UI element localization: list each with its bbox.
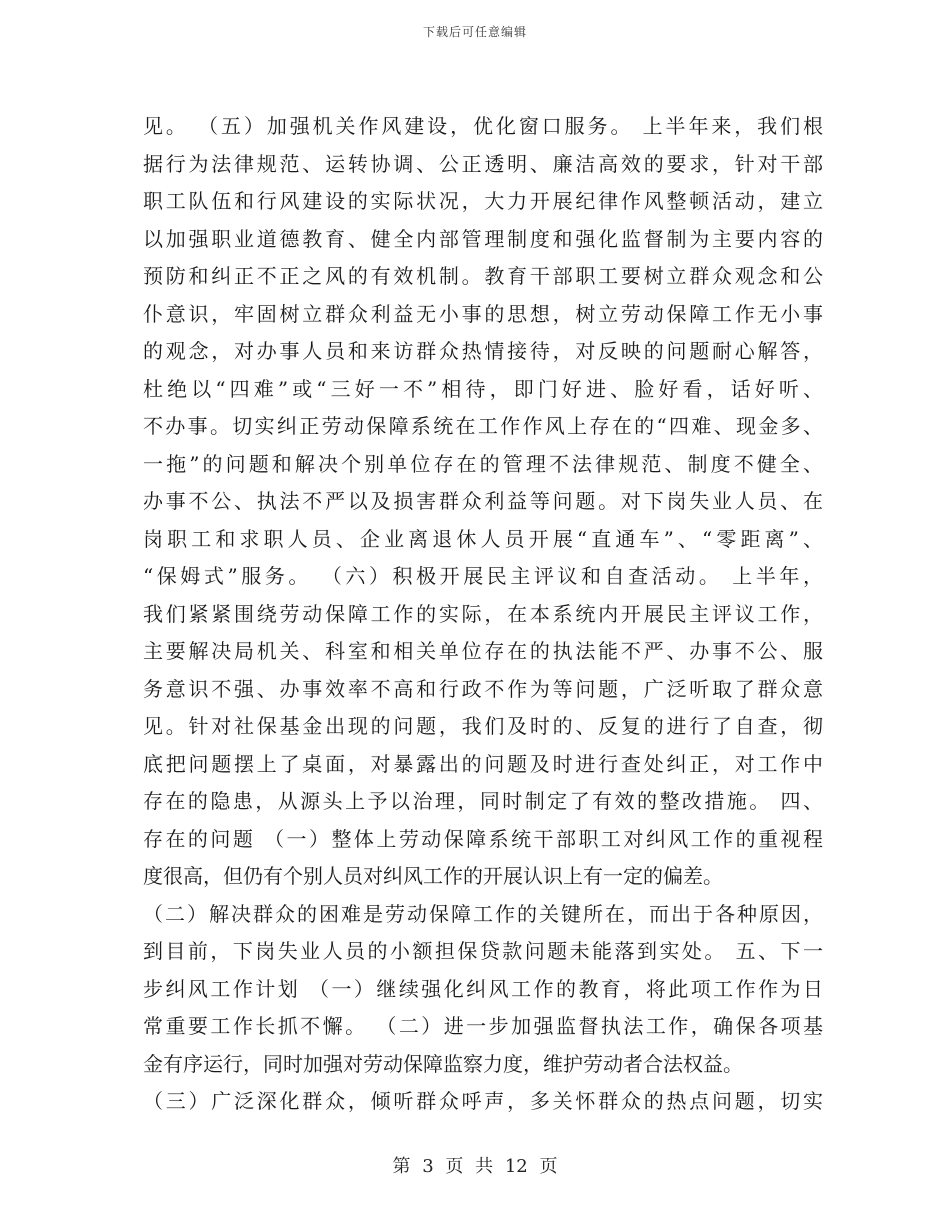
body-line: 职工队伍和行风建设的实际状况，大力开展纪律作风整顿活动，建立 bbox=[143, 189, 823, 213]
body-line: 步纠风工作计划 （一）继续强化纠风工作的教育，将此项工作作为日 bbox=[143, 976, 823, 1001]
body-line: 见。针对社保基金出现的问题，我们及时的、反复的进行了自查，彻 bbox=[143, 714, 823, 738]
page-number: 第 3 页 共 12 页 bbox=[392, 1156, 558, 1177]
page-header: 下载后可任意编辑 bbox=[422, 25, 527, 39]
body-line: 主要解决局机关、科室和相关单位存在的执法能不严、办事不公、服 bbox=[143, 639, 823, 663]
body-line: 务意识不强、办事效率不高和行政不作为等问题，广泛听取了群众意 bbox=[143, 676, 823, 701]
body-line: 岗职工和求职人员、企业离退休人员开展“直通车”、“零距离”、 bbox=[143, 526, 823, 551]
body-line: （二）解决群众的困难是劳动保障工作的关键所在，而出于各种原因， bbox=[143, 901, 823, 926]
body-line: 以加强职业道德教育、健全内部管理制度和强化监督制为主要内容的 bbox=[143, 226, 823, 251]
body-line: 常重要工作长抓不懈。 （二）进一步加强监督执法工作，确保各项基 bbox=[143, 1014, 823, 1038]
body-line: 底把问题摆上了桌面，对暴露出的问题及时进行查处纠正，对工作中 bbox=[143, 751, 823, 776]
body-line: 度很高，但仍有个别人员对纠风工作的开展认识上有一定的偏差。 bbox=[143, 864, 723, 888]
body-line: “保姆式”服务。 （六）积极开展民主评议和自查活动。 上半年， bbox=[143, 564, 823, 588]
body-line: 金有序运行，同时加强对劳动保障监察力度，维护劳动者合法权益。 bbox=[143, 1051, 743, 1076]
body-line: 一拖”的问题和解决个别单位存在的管理不法律规范、制度不健全、 bbox=[143, 451, 823, 476]
body-line: 存在的隐患，从源头上予以治理，同时制定了有效的整改措施。 四、 bbox=[143, 789, 823, 813]
body-line: 仆意识，牢固树立群众利益无小事的思想，树立劳动保障工作无小事 bbox=[143, 301, 823, 326]
document-body bbox=[143, 108, 823, 1121]
body-line: 据行为法律规范、运转协调、公正透明、廉洁高效的要求，针对干部 bbox=[143, 151, 823, 176]
body-line: 存在的问题 （一）整体上劳动保障系统干部职工对纠风工作的重视程 bbox=[143, 826, 823, 851]
body-line: 办事不公、执法不严以及损害群众利益等问题。对下岗失业人员、在 bbox=[143, 489, 823, 513]
body-line: 到目前，下岗失业人员的小额担保贷款问题未能落到实处。 五、下一 bbox=[143, 939, 823, 963]
body-line: 杜绝以“四难”或“三好一不”相待，即门好进、脸好看，话好听、 bbox=[143, 376, 823, 401]
body-line: 的观念，对办事人员和来访群众热情接待，对反映的问题耐心解答， bbox=[143, 339, 823, 363]
body-line: 预防和纠正不正之风的有效机制。教育干部职工要树立群众观念和公 bbox=[143, 264, 823, 288]
body-line: （三）广泛深化群众，倾听群众呼声，多关怀群众的热点问题，切实 bbox=[143, 1089, 823, 1113]
body-line: 不办事。切实纠正劳动保障系统在工作作风上存在的“四难、现金多、 bbox=[143, 414, 823, 438]
body-line: 我们紧紧围绕劳动保障工作的实际，在本系统内开展民主评议工作， bbox=[143, 601, 823, 626]
body-line: 见。 （五）加强机关作风建设，优化窗口服务。 上半年来，我们根 bbox=[143, 114, 823, 138]
